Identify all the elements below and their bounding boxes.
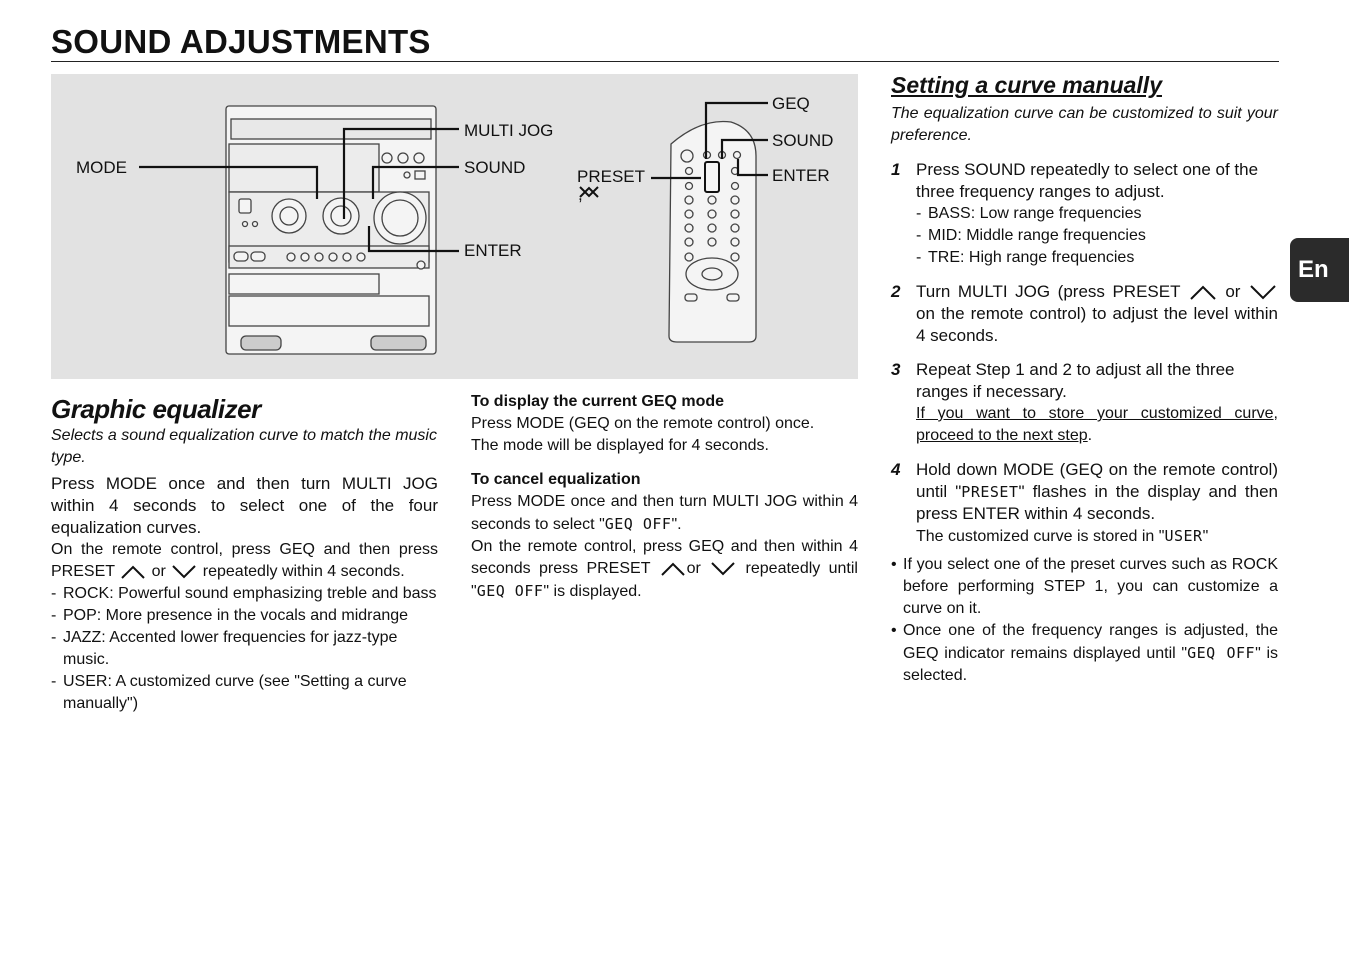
- display-geq-line1: Press MODE (GEQ on the remote control) once.: [471, 415, 815, 432]
- lcd-text: USER: [1164, 527, 1203, 545]
- multi-jog-label: MULTI JOG: [464, 121, 554, 140]
- enter-label-main: ENTER: [464, 241, 522, 260]
- illustration-panel: [51, 74, 858, 379]
- step-1: 1 Press SOUND repeatedly to select one of the three frequency ranges to adjust. - BASS: Low range frequencies - MID: Middle range frequencies - TRE: High range frequencies: [891, 159, 1278, 269]
- sound-label-main: SOUND: [464, 158, 526, 177]
- sound-label-remote: SOUND: [772, 131, 834, 150]
- list-item: - USER: A customized curve (see "Setting a curve manually"): [51, 673, 407, 712]
- note-bullet-1: • If you select one of the preset curves such as ROCK before performing STEP 1, you can customize a curve on it.: [891, 556, 1278, 617]
- graphic-equalizer-remote-text: [51, 539, 438, 583]
- remote-post: repeatedly within 4 seconds.: [202, 563, 405, 580]
- step-3: 3 Repeat Step 1 and 2 to adjust all the three ranges if necessary. If you want to store your customized curve, proceed to the next step.: [891, 360, 1278, 444]
- preset-down-icon: [170, 564, 198, 580]
- list-item: - POP: More presence in the vocals and midrange: [51, 607, 409, 624]
- preset-down-icon: [578, 185, 600, 199]
- preset-separator: ,: [578, 185, 583, 204]
- list-item: - JAZZ: Accented lower frequencies for jazz-type music.: [51, 629, 398, 668]
- enter-label-remote: ENTER: [772, 166, 830, 185]
- lcd-text: PRESET: [961, 483, 1019, 501]
- graphic-equalizer-intro: Press MODE once and then turn MULTI JOG within 4 seconds to select one of the four equalization curves.: [51, 474, 438, 537]
- step-4: 4 Hold down MODE (GEQ on the remote control) until "PRESET" flashes in the display and then press ENTER within 4 seconds. The customized curve is stored in "USER": [891, 460, 1278, 545]
- step3-note: If you want to store your customized curve, proceed to the next step: [916, 405, 1278, 444]
- graphic-equalizer-subtitle: Selects a sound equalization curve to match the music type.: [51, 427, 437, 466]
- list-item: - MID: Middle range frequencies: [916, 227, 1146, 244]
- remote-pre: On the remote control, press GEQ and then press PRESET: [51, 541, 438, 580]
- graphic-equalizer-heading: Graphic equalizer: [51, 394, 261, 424]
- preset-label: PRESET: [577, 167, 646, 186]
- main-unit-drawing: [226, 106, 436, 354]
- page-title: SOUND ADJUSTMENTS: [51, 23, 431, 60]
- preset-down-icon: [1248, 284, 1278, 301]
- preset-up-icon: [1188, 284, 1218, 301]
- preset-down-icon: [709, 561, 737, 577]
- lcd-text: GEQ OFF: [476, 582, 544, 600]
- list-item: - ROCK: Powerful sound emphasizing treble and bass: [51, 585, 437, 602]
- geq-label: GEQ: [772, 94, 810, 113]
- preset-arrows: [578, 185, 583, 205]
- title-divider: [51, 61, 1279, 62]
- manual-curve-subtitle: The equalization curve can be customized to suit your preference.: [891, 105, 1278, 144]
- step-2: 2 Turn MULTI JOG (press PRESET or on the remote control) to adjust the level within 4 seconds.: [891, 282, 1278, 345]
- list-item: - TRE: High range frequencies: [916, 249, 1135, 266]
- preset-up-icon: [119, 564, 147, 580]
- manual-curve-section: [891, 71, 1278, 687]
- preset-up-icon: [659, 561, 687, 577]
- stereo-and-remote-drawing: [51, 74, 858, 379]
- mode-label: MODE: [76, 158, 127, 177]
- cancel-eq-p1: Press MODE once and then turn MULTI JOG within 4 seconds to select "GEQ OFF".: [471, 493, 858, 533]
- lcd-text: GEQ OFF: [604, 515, 672, 533]
- cancel-eq-p2: On the remote control, press GEQ and then within 4 seconds press PRESET or repeatedly until "GEQ OFF" is displayed.: [471, 538, 858, 600]
- display-geq-heading: To display the current GEQ mode: [471, 393, 725, 410]
- list-item: - BASS: Low range frequencies: [916, 205, 1142, 222]
- graphic-equalizer-section: [51, 393, 438, 715]
- remote-control-drawing: [669, 121, 756, 342]
- language-tab: En: [1290, 238, 1349, 302]
- cancel-eq-heading: To cancel equalization: [471, 471, 641, 488]
- note-bullet-2: • Once one of the frequency ranges is adjusted, the GEQ indicator remains displayed until "GEQ OFF" is selected.: [891, 622, 1278, 684]
- display-geq-line2: The mode will be displayed for 4 seconds.: [471, 437, 769, 454]
- geq-mode-section: [471, 391, 858, 603]
- remote-or: or: [151, 563, 166, 580]
- manual-curve-heading: Setting a curve manually: [891, 72, 1162, 98]
- lcd-text: GEQ OFF: [1187, 644, 1256, 662]
